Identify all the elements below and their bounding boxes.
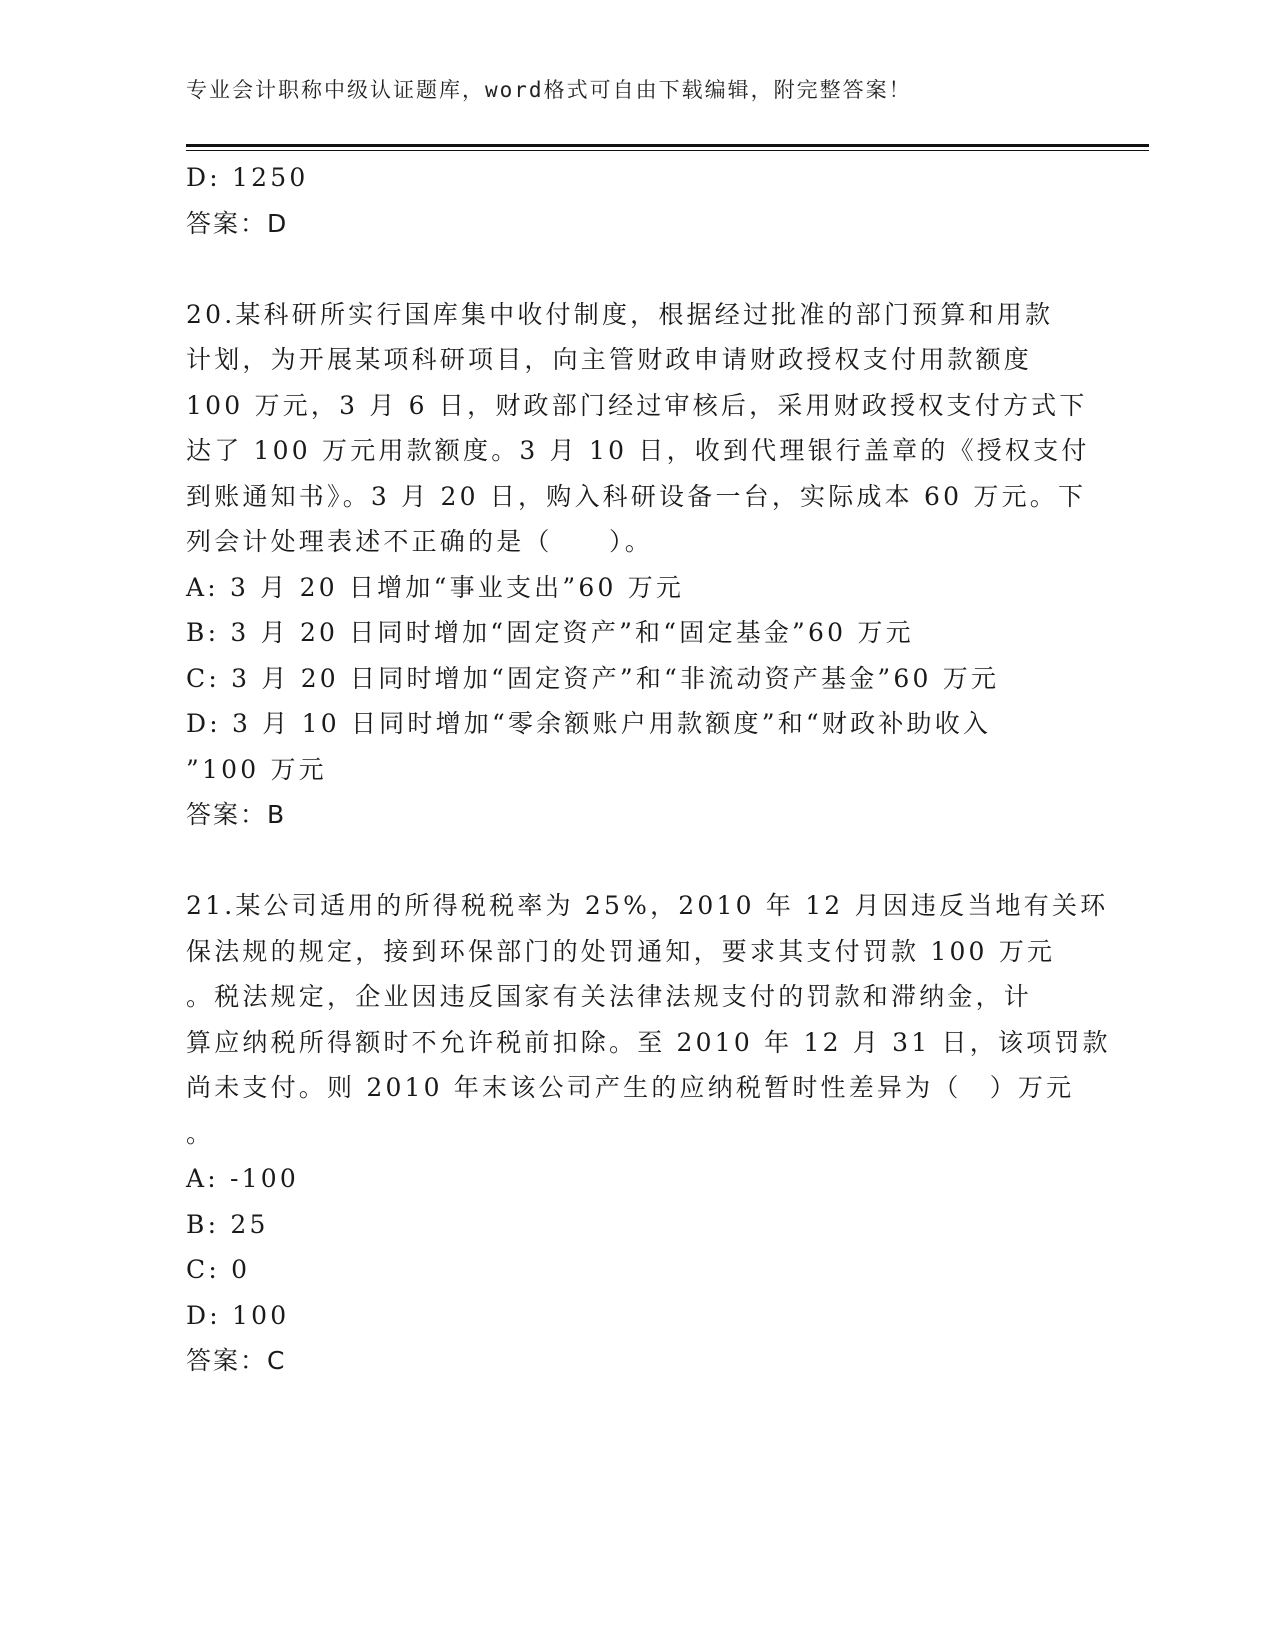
question-20-line: 达了 100 万元用款额度。3 月 10 日，收到代理银行盖章的《授权支付 bbox=[186, 436, 1090, 465]
header-rule-thin bbox=[186, 150, 1149, 151]
question-20-line: 20.某科研所实行国库集中收付制度，根据经过批准的部门预算和用款 bbox=[186, 299, 1054, 329]
spacer bbox=[186, 246, 1086, 292]
question-20 bbox=[186, 292, 1090, 838]
page-header: 专业会计职称中级认证题库，word格式可自由下载编辑，附完整答案！ bbox=[186, 78, 912, 102]
question-21-option-c: C: 0 bbox=[186, 1255, 251, 1284]
question-21-line: 。税法规定，企业因违反国家有关法律法规支付的罚款和滞纳金，计 bbox=[186, 982, 1033, 1011]
question-21-line: 算应纳税所得额时不允许税前扣除。至 2010 年 12 月 31 日，该项罚款 bbox=[186, 1027, 1111, 1057]
question-20-option-d: D: 3 月 10 日同时增加“零余额账户用款额度”和“财政补助收入 bbox=[186, 709, 992, 738]
question-20-line: 列会计处理表述不正确的是（ ）。 bbox=[186, 527, 653, 556]
question-20-option-a: A: 3 月 20 日增加“事业支出”60 万元 bbox=[186, 572, 685, 602]
question-20-line: 到账通知书》。3 月 20 日，购入科研设备一台，实际成本 60 万元。下 bbox=[186, 481, 1087, 511]
question-21-option-d: D: 100 bbox=[186, 1300, 290, 1330]
question-21 bbox=[186, 883, 1111, 1384]
prev-answer: 答案：D bbox=[186, 208, 289, 238]
question-20-option-b: B: 3 月 20 日同时增加“固定资产”和“固定基金”60 万元 bbox=[186, 618, 914, 647]
question-20-line: 计划，为开展某项科研项目，向主管财政申请财政授权支付用款额度 bbox=[186, 345, 1033, 374]
prev-option-d: D: 1250 bbox=[186, 163, 309, 192]
header-rule bbox=[186, 144, 1149, 147]
question-20-answer: 答案：B bbox=[186, 800, 287, 829]
question-21-option-b: B: 25 bbox=[186, 1209, 269, 1239]
question-20-option-c: C: 3 月 20 日同时增加“固定资产”和“非流动资产基金”60 万元 bbox=[186, 663, 1000, 693]
question-21-answer: 答案：C bbox=[186, 1346, 287, 1375]
question-21-option-a: A: -100 bbox=[186, 1164, 299, 1193]
question-21-line: 。 bbox=[186, 1118, 215, 1148]
question-20-option-d-cont: ”100 万元 bbox=[186, 754, 327, 784]
document-body bbox=[186, 155, 1111, 1384]
question-21-line: 21.某公司适用的所得税税率为 25%，2010 年 12 月因违反当地有关环 bbox=[186, 891, 1109, 920]
spacer bbox=[186, 838, 1086, 884]
question-21-line: 尚未支付。则 2010 年末该公司产生的应纳税暂时性差异为（ ）万元 bbox=[186, 1073, 1075, 1102]
question-21-line: 保法规的规定，接到环保部门的处罚通知，要求其支付罚款 100 万元 bbox=[186, 936, 1056, 966]
question-20-line: 100 万元，3 月 6 日，财政部门经过审核后，采用财政授权支付方式下 bbox=[186, 390, 1088, 420]
